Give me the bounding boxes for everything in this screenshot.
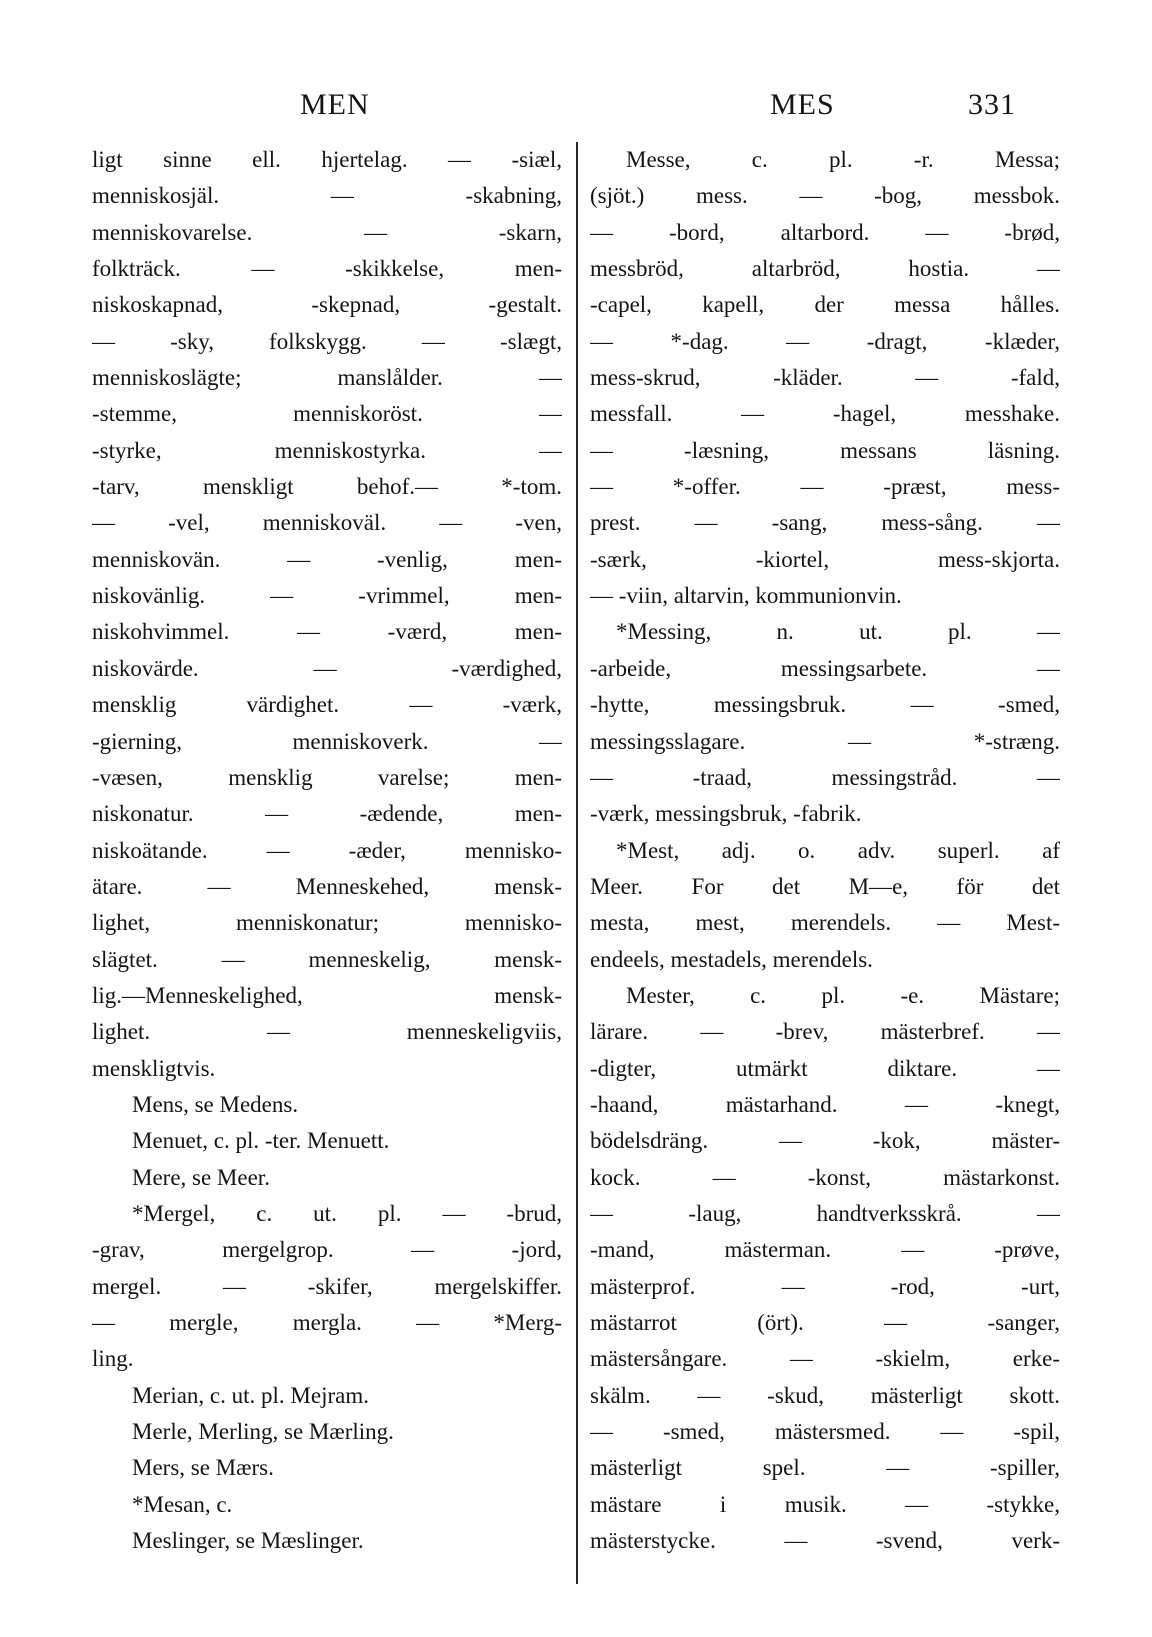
entry-line: lighet. — menneskeligviis,: [92, 1019, 562, 1045]
entry-line: — -viin, altarvin, kommunionvin.: [590, 583, 902, 609]
entry-line: menniskosjäl. — -skabning,: [92, 183, 562, 209]
entry-line: (sjöt.) mess. — -bog, messbok.: [590, 183, 1060, 209]
entry-line: menniskoslägte; manslålder. —: [92, 365, 562, 391]
entry-line: lig.—Menneskelighed, mensk-: [92, 982, 562, 1008]
entry-line: kock. — -konst, mästarkonst.: [590, 1164, 1060, 1190]
entry-line: mensklig värdighet. — -værk,: [92, 692, 562, 718]
column-divider: [576, 142, 578, 1584]
entry-line: -digter, utmärkt diktare. —: [590, 1055, 1060, 1081]
entry-line: -gierning, menniskoverk. —: [92, 728, 562, 754]
entry-line: niskoätande. — -æder, mennisko-: [92, 837, 562, 863]
entry-line: ling.: [92, 1346, 134, 1372]
entry-line: -særk, -kiortel, mess-skjorta.: [590, 546, 1060, 572]
entry-line: slägtet. — menneskelig, mensk-: [92, 946, 562, 972]
entry-line: -grav, mergelgrop. — -jord,: [92, 1237, 562, 1263]
entry-line: Meer. For det M—e, för det: [590, 873, 1060, 899]
entry-line: mästerligt spel. — -spiller,: [590, 1455, 1060, 1481]
entry-line: mästarrot (ört). — -sanger,: [590, 1310, 1060, 1335]
entry-line: menniskovän. — -venlig, men-: [92, 546, 562, 572]
entry-line: — -sky, folkskygg. — -slægt,: [92, 328, 562, 354]
headword-line: Mers, se Mærs.: [132, 1455, 274, 1481]
entry-line: — *-offer. — -præst, mess-: [590, 474, 1060, 500]
entry-line: — -bord, altarbord. — -brød,: [590, 219, 1060, 245]
headword-line: *Messing, n. ut. pl. —: [616, 619, 1060, 645]
left-guide-word: MEN: [300, 88, 370, 121]
entry-line: — -laug, handtverksskrå. —: [590, 1200, 1060, 1226]
entry-line: niskonatur. — -ædende, men-: [92, 801, 562, 827]
entry-line: — -vel, menniskoväl. — -ven,: [92, 510, 562, 536]
page-number: 331: [968, 88, 1016, 121]
entry-line: niskohvimmel. — -værd, men-: [92, 619, 562, 645]
left-column: [92, 142, 562, 1559]
entry-line: messingsslagare. — *-stræng.: [590, 728, 1060, 754]
entry-line: niskovärde. — -værdighed,: [92, 655, 562, 681]
headword-line: Menuet, c. pl. -ter. Menuett.: [132, 1128, 390, 1154]
entry-line: bödelsdräng. — -kok, mäster-: [590, 1128, 1060, 1154]
entry-line: mesta, mest, merendels. — Mest-: [590, 910, 1060, 936]
entry-line: -arbeide, messingsarbete. —: [590, 655, 1060, 681]
entry-line: ligt sinne ell. hjertelag. — -siæl,: [92, 147, 562, 172]
entry-line: -hytte, messingsbruk. — -smed,: [590, 692, 1060, 718]
entry-line: menskligtvis.: [92, 1055, 216, 1081]
entry-line: — *-dag. — -dragt, -klæder,: [590, 328, 1060, 354]
entry-line: mästare i musik. — -stykke,: [590, 1491, 1060, 1517]
headword-line: Meslinger, se Mæslinger.: [132, 1528, 364, 1554]
headword-line: *Mergel, c. ut. pl. — -brud,: [132, 1200, 562, 1226]
entry-line: skälm. — -skud, mästerligt skott.: [590, 1382, 1060, 1408]
entry-line: -stemme, menniskoröst. —: [92, 401, 562, 427]
right-guide-word: MES: [770, 88, 835, 121]
entry-line: -tarv, menskligt behof.— *-tom.: [92, 474, 562, 500]
entry-line: mess-skrud, -kläder. — -fald,: [590, 365, 1060, 391]
entry-line: menniskovarelse. — -skarn,: [92, 219, 562, 245]
entry-line: niskoskapnad, -skepnad, -gestalt.: [92, 292, 562, 318]
entry-line: -værk, messingsbruk, -fabrik.: [590, 801, 862, 827]
headword-line: Mens, se Medens.: [132, 1091, 299, 1117]
headword-line: Messe, c. pl. -r. Messa;: [626, 147, 1060, 172]
entry-line: -haand, mästarhand. — -knegt,: [590, 1091, 1060, 1117]
headword-line: Merian, c. ut. pl. Mejram.: [132, 1382, 369, 1408]
entry-line: — -læsning, messans läsning.: [590, 437, 1060, 463]
entry-line: folkträck. — -skikkelse, men-: [92, 256, 562, 282]
entry-line: -styrke, menniskostyrka. —: [92, 437, 562, 463]
entry-line: messbröd, altarbröd, hostia. —: [590, 256, 1060, 282]
headword-line: Mere, se Meer.: [132, 1164, 270, 1190]
entry-line: endeels, mestadels, merendels.: [590, 946, 873, 972]
right-column: [590, 142, 1060, 1559]
entry-line: prest. — -sang, mess-sång. —: [590, 510, 1060, 536]
headword-line: Merle, Merling, se Mærling.: [132, 1419, 394, 1445]
entry-line: ätare. — Menneskehed, mensk-: [92, 873, 562, 899]
entry-line: — -traad, messingstråd. —: [590, 764, 1060, 790]
entry-line: mästerstycke. — -svend, verk-: [590, 1528, 1060, 1554]
headword-line: *Mest, adj. o. adv. superl. af: [616, 837, 1060, 863]
entry-line: lighet, menniskonatur; mennisko-: [92, 910, 562, 936]
entry-line: -mand, mästerman. — -prøve,: [590, 1237, 1060, 1263]
entry-line: — -smed, mästersmed. — -spil,: [590, 1419, 1060, 1445]
entry-line: mästersångare. — -skielm, erke-: [590, 1346, 1060, 1372]
entry-line: — mergle, mergla. — *Merg-: [92, 1310, 562, 1335]
entry-line: -capel, kapell, der messa hålles.: [590, 292, 1060, 318]
entry-line: -væsen, mensklig varelse; men-: [92, 764, 562, 790]
entry-line: messfall. — -hagel, messhake.: [590, 401, 1060, 427]
headword-line: *Mesan, c.: [132, 1491, 233, 1517]
entry-line: niskovänlig. — -vrimmel, men-: [92, 583, 562, 609]
entry-line: lärare. — -brev, mästerbref. —: [590, 1019, 1060, 1045]
headword-line: Mester, c. pl. -e. Mästare;: [626, 982, 1060, 1008]
entry-line: mästerprof. — -rod, -urt,: [590, 1273, 1060, 1299]
entry-line: mergel. — -skifer, mergelskiffer.: [92, 1273, 562, 1299]
